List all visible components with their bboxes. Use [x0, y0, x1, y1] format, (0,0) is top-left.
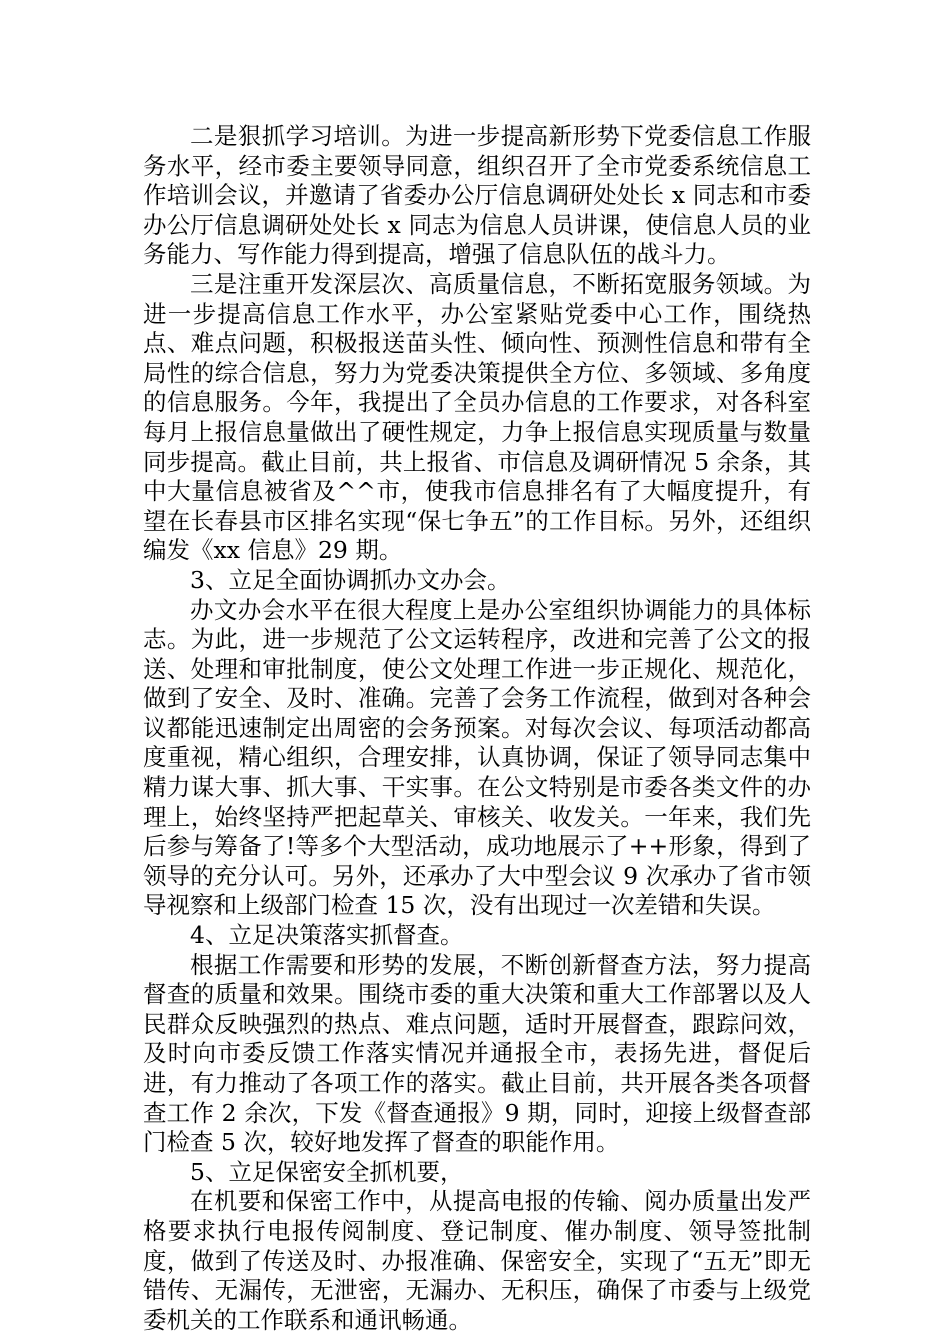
paragraph-information: 三是注重开发深层次、高质量信息，不断拓宽服务领域。为进一步提高信息工作水平，办公室紧贴党委中心工作，围绕热点、难点问题，积极报送苗头性、倾向性、预测性信息和带有全局性的综合信息，努力为党委决策提供全方位、多领域、多角度的信息服务。今年，我提出了全员办信息的工作要求，对各科室每月上报信息量做出了硬性规定，力争上报信息实现质量与数量同步提高。截止目前，共上报省、市信息及调研情况 5 余条，其中大量信息被省及^^市，使我市信息排名有了大幅度提升，有望在长春县市区排名实现“保七争五”的工作目标。另外，还组织编发《xx 信息》29 期。	[143, 269, 811, 565]
paragraph-training: 二是狠抓学习培训。为进一步提高新形势下党委信息工作服务水平，经市委主要领导同意，组织召开了全市党委系统信息工作培训会议，并邀请了省委办公厅信息调研处处长 x 同志和市委办公厅信息调研处处长 x 同志为信息人员讲课，使信息人员的业务能力、写作能力得到提高，增强了信息队伍的战斗力。	[143, 122, 811, 269]
document-body	[143, 122, 811, 1335]
paragraph-confidentiality: 在机要和保密工作中，从提高电报的传输、阅办质量出发严格要求执行电报传阅制度、登记制度、催办制度、领导签批制度，做到了传送及时、办报准确、保密安全，实现了“五无”即无错传、无漏传，无泄密，无漏办、无积压，确保了市委与上级党委机关的工作联系和通讯畅通。	[143, 1187, 811, 1334]
paragraph-documents-meetings: 办文办会水平在很大程度上是办公室组织协调能力的具体标志。为此，进一步规范了公文运转程序，改进和完善了公文的报送、处理和审批制度，使公文处理工作进一步正规化、规范化，做到了安全、及时、准确。完善了会务工作流程，做到对各种会议都能迅速制定出周密的会务预案。对每次会议、每项活动都高度重视，精心组织，合理安排，认真协调，保证了领导同志集中精力谋大事、抓大事、干实事。在公文特别是市委各类文件的办理上，始终坚持严把起草关、审核关、收发关。一年来，我们先后参与筹备了!等多个大型活动，成功地展示了++形象，得到了领导的充分认可。另外，还承办了大中型会议 9 次承办了省市领导视察和上级部门检查 15 次，没有出现过一次差错和失误。	[143, 595, 811, 920]
heading-documents-meetings: 3、立足全面协调抓办文办会。	[190, 565, 511, 594]
heading-confidentiality: 5、立足保密安全抓机要，	[190, 1157, 464, 1186]
paragraph-supervision: 根据工作需要和形势的发展，不断创新督查方法，努力提高督查的质量和效果。围绕市委的重大决策和重大工作部署以及人民群众反映强烈的热点、难点问题，适时开展督查，跟踪问效，及时向市委反馈工作落实情况并通报全市，表扬先进，督促后进，有力推动了各项工作的落实。截止目前，共开展各类各项督查工作 2 余次，下发《督查通报》9 期，同时，迎接上级督查部门检查 5 次，较好地发挥了督查的职能作用。	[143, 950, 811, 1157]
heading-supervision: 4、立足决策落实抓督查。	[190, 921, 464, 950]
